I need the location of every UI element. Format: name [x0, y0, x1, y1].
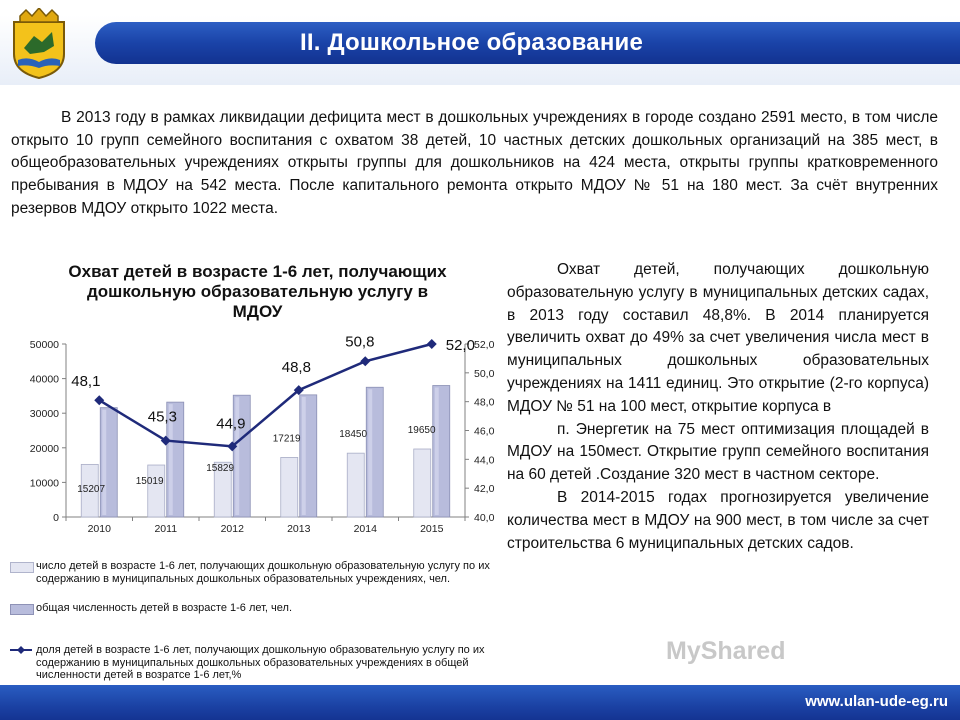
right-tick-label: 42,0	[474, 483, 495, 496]
footer-url-link[interactable]: www.ulan-ude-eg.ru	[805, 693, 948, 710]
right-text-block	[507, 259, 929, 555]
bar-enrolled-value-label: 19650	[407, 425, 436, 437]
left-tick-label: 0	[53, 512, 59, 524]
watermark-logo: MyShared	[666, 637, 786, 665]
legend-label-share: доля детей в возрасте 1-6 лет, получающих дошкольную образовательную услугу по их содержанию в муниципальных дошкольных образовательных учреждениях в общей численности детей в возратсе 1-6 лет,%	[36, 644, 485, 681]
right-paragraph-3: В 2014-2015 годах прогнозируется увеличение количества мест в МДОУ на 900 мест, в том числе за счет строительства 6 муниципальных детских садов.	[507, 488, 929, 552]
left-tick-label: 20000	[29, 442, 59, 455]
legend-label-enrolled: число детей в возрасте 1-6 лет, получающих дошкольную образовательную услугу по их содержанию в муниципальных дошкольных образовательных учреждениях, чел.	[36, 560, 490, 585]
bar-enrolled-value-label: 15829	[206, 463, 235, 474]
page-title: II. Дошкольное образование	[300, 29, 644, 56]
bar-enrolled	[347, 453, 364, 517]
right-paragraph-2: п. Энергетик на 75 мест оптимизация площадей в МДОУ на 150мест. Открытие групп семейного воспитания на 60 детей .Создание 320 мест в частном секторе.	[507, 420, 929, 484]
x-tick-label: 2015	[420, 523, 444, 535]
right-tick-label: 52,0	[474, 339, 495, 351]
legend-swatch-enrolled	[10, 562, 34, 573]
line-share-value-label: 45,3	[147, 408, 177, 426]
bar-total-highlight	[368, 389, 372, 515]
line-share-value-label: 48,1	[71, 373, 101, 391]
x-tick-label: 2011	[154, 523, 178, 535]
right-tick-label: 48,0	[474, 396, 495, 409]
line-share-value-label: 50,8	[345, 333, 375, 351]
line-share-value-label: 48,8	[281, 359, 311, 377]
bar-enrolled	[414, 449, 431, 517]
intro-paragraph: В 2013 году в рамках ликвидации дефицита мест в дошкольных учреждениях в городе создано 2591 место, в том числе открыто 10 групп семейного воспитания с охватом 38 детей, 10 частных детских дошкольных организаций на 385 мест, в общеобразовательных учреждениях открыты группы для дошкольников на 424 места, открыты группы кратковременного пребывания в МДОУ на 542 места. После капитального ремонта открыто МДОУ № 51 на 180 мест. За счёт внутренних резервов МДОУ открыто 1022 места.	[11, 109, 938, 217]
left-tick-label: 10000	[29, 477, 59, 490]
bar-enrolled	[148, 465, 165, 517]
bar-enrolled-value-label: 18450	[339, 429, 368, 441]
bar-enrolled	[281, 457, 298, 517]
right-tick-label: 40,0	[474, 512, 495, 524]
footer-bar	[0, 685, 960, 720]
right-tick-label: 44,0	[474, 454, 495, 467]
right-tick-label: 46,0	[474, 425, 495, 438]
bar-enrolled-value-label: 17219	[272, 433, 301, 445]
line-share-point	[427, 339, 437, 349]
left-tick-label: 50000	[29, 339, 59, 351]
line-share-point	[360, 356, 370, 366]
chart-title: Охват детей в возрасте 1-6 лет, получающих дошкольную образовательную услугу в МДОУ	[68, 262, 447, 321]
bar-enrolled-value-label: 15019	[135, 476, 164, 487]
city-emblem-icon	[8, 8, 70, 80]
left-tick-label: 30000	[29, 408, 59, 421]
right-paragraph-1: Охват детей, получающих дошкольную образовательную услугу в муниципальных детских садах, в 2013 году составил 48,8%. В 2014 планируется увеличить охват до 49% за счет увеличения числа мест в муниципальных дошкольных образовательных учреждениях на 1411 единиц. Это открытие (2-го корпуса) МДОУ № 51 на 100 мест, открытие корпуса в	[507, 261, 929, 415]
legend-label-total: общая численность детей в возрасте 1-6 лет, чел.	[36, 602, 293, 614]
left-tick-label: 40000	[29, 373, 59, 386]
x-tick-label: 2012	[220, 523, 244, 535]
line-share-value-label: 52,0	[445, 337, 475, 354]
header-bar	[95, 22, 960, 64]
bar-total-highlight	[102, 410, 106, 515]
legend-swatch-total	[10, 604, 34, 615]
legend-swatch-share	[10, 644, 32, 656]
x-tick-label: 2010	[87, 523, 111, 535]
bar-total-highlight	[435, 388, 439, 515]
bar-total-highlight	[302, 397, 306, 515]
chart-svg	[0, 330, 520, 540]
slide-header	[0, 0, 960, 85]
bar-enrolled-value-label: 15207	[77, 484, 106, 495]
x-tick-label: 2013	[287, 523, 311, 535]
right-tick-label: 50,0	[474, 367, 495, 380]
line-share-value-label: 44,9	[216, 415, 246, 433]
chart	[0, 330, 520, 540]
x-tick-label: 2014	[353, 523, 377, 535]
